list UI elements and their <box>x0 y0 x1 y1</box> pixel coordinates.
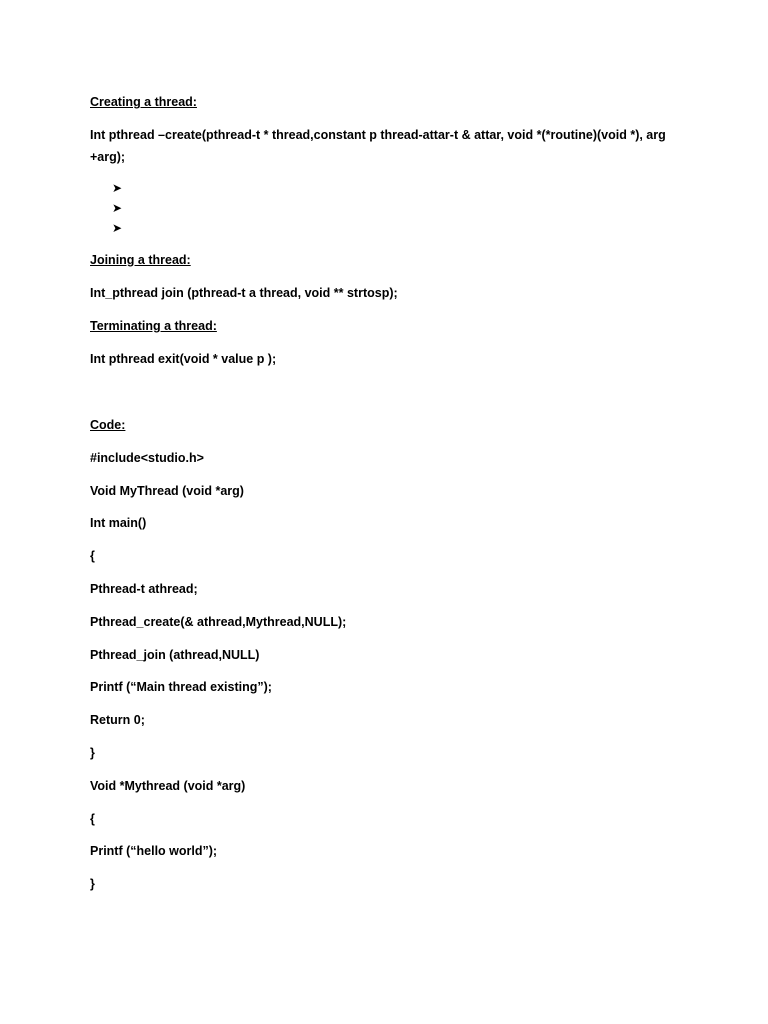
join-signature: Int_pthread join (pthread-t a thread, void ** strtosp); <box>90 286 398 300</box>
code-line: Void MyThread (void *arg) <box>90 484 244 498</box>
code-line: Pthread_create(& athread,Mythread,NULL); <box>90 615 347 629</box>
code-line: } <box>90 877 95 891</box>
error-item <box>112 218 135 238</box>
arrow-bullet-icon: ➤ <box>112 221 123 235</box>
terminate-signature: Int pthread exit(void * value p ); <box>90 352 277 366</box>
code-line: #include<studio.h> <box>90 451 204 465</box>
code-line: Printf (“hello world”); <box>90 844 218 858</box>
heading-terminating-thread: Terminating a thread: <box>90 319 217 333</box>
code-line: Return 0; <box>90 713 145 727</box>
error-item <box>112 198 135 218</box>
arrow-bullet-icon: ➤ <box>112 181 123 195</box>
heading-joining-thread: Joining a thread: <box>90 253 191 267</box>
code-line: Pthread_join (athread,NULL) <box>90 648 260 662</box>
code-line: { <box>90 812 95 826</box>
code-line: Int main() <box>90 516 147 530</box>
code-line: Void *Mythread (void *arg) <box>90 779 246 793</box>
code-line: Pthread-t athread; <box>90 582 198 596</box>
error-item <box>112 178 135 198</box>
create-signature: Int pthread –create(pthread-t * thread,constant p thread-attar-t & attar, void *(*routine)(void *), arg +arg); <box>90 128 666 164</box>
code-line: } <box>90 746 95 760</box>
code-line: { <box>90 549 95 563</box>
code-line: Printf (“Main thread existing”); <box>90 680 272 694</box>
error-list <box>112 178 135 238</box>
heading-code: Code: <box>90 418 126 432</box>
heading-creating-thread: Creating a thread: <box>90 95 197 109</box>
arrow-bullet-icon: ➤ <box>112 201 123 215</box>
